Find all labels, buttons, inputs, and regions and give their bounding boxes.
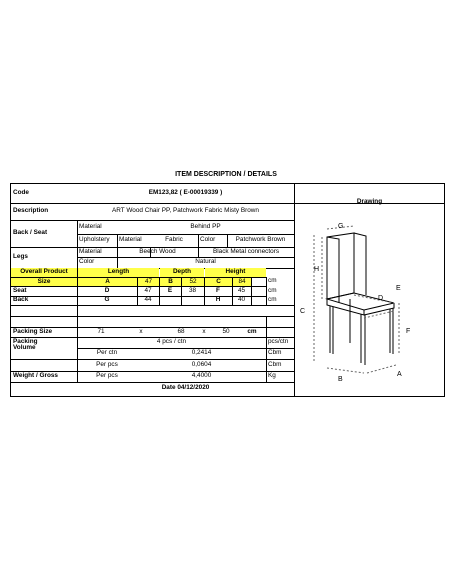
size-b-value: 52: [182, 278, 204, 286]
description-label: Description: [13, 207, 49, 215]
volume-per-ctn-unit: Cbm: [268, 349, 282, 357]
drawing-letter-f: F: [406, 328, 411, 335]
weight-label: Weight / Gross: [13, 372, 58, 380]
drawing-letter-h: H: [314, 266, 320, 273]
seat-d-value: 47: [144, 286, 152, 294]
packing-size-x1: x: [139, 327, 143, 335]
size-b-letter: B: [160, 278, 181, 286]
packing-label: Packing: [13, 338, 38, 346]
upholstery-color-value: Patchwork Brown: [235, 236, 286, 244]
drawing-letter-a: A: [397, 371, 402, 378]
upholstery-color-label: Color: [200, 236, 216, 244]
size-a-value: 47: [138, 278, 159, 286]
legs-color-label: Color: [79, 258, 95, 266]
height-label: Height: [205, 268, 266, 277]
back-g-value: 44: [144, 296, 152, 304]
size-c-value: 84: [233, 278, 251, 286]
volume-per-ctn-value: 0,2414: [191, 349, 212, 357]
legs-material-label: Material: [79, 247, 102, 255]
seat-label: Seat: [13, 286, 27, 294]
packing-size-length: 71: [97, 327, 105, 335]
size-a-letter: A: [78, 278, 137, 286]
weight-value: 4,4000: [191, 372, 212, 380]
packing-size-width: 68: [177, 327, 185, 335]
packing-unit: pcs/ctn: [268, 338, 289, 346]
volume-per-pcs-unit: Cbm: [268, 360, 282, 368]
back-seat-label: Back / Seat: [13, 229, 48, 237]
length-label: Length: [78, 268, 159, 277]
code-value: EM123,82 ( E-00019339 ): [148, 189, 223, 197]
code-label: Code: [13, 189, 29, 197]
packing-size-height: 50: [222, 327, 230, 335]
seat-f-value: 45: [237, 286, 246, 294]
legs-connectors: Black Metal connectors: [212, 247, 280, 255]
upholstery-material-label: Material: [119, 236, 142, 244]
drawing-letter-b: B: [338, 376, 343, 383]
size-unit: cm: [268, 277, 277, 285]
size-c-letter: C: [205, 278, 232, 286]
weight-unit: Kg: [268, 372, 276, 380]
chair-drawing: [294, 223, 444, 383]
packing-size-x2: x: [202, 327, 206, 335]
back-label: Back: [13, 296, 29, 304]
volume-per-ctn-label-row: Per ctn: [96, 349, 118, 357]
description-value: ART Wood Chair PP, Patchwork Fabric Misty Brown: [112, 207, 259, 215]
drawing-letter-e: E: [396, 285, 401, 292]
back-h-letter: H: [215, 296, 221, 304]
size-label: Size: [11, 278, 77, 286]
legs-material-value: Beech Wood: [139, 247, 176, 255]
packing-size-unit: cm: [247, 327, 257, 335]
packing-size-label: Packing Size: [13, 327, 53, 335]
volume-label: Volume: [13, 343, 36, 351]
upholstery-material-value: Fabric: [165, 236, 183, 244]
page-title: ITEM DESCRIPTION / DETAILS: [175, 171, 277, 178]
seat-d-letter: D: [104, 286, 110, 294]
date-label: Date 04/12/2020: [161, 384, 210, 392]
drawing-letter-c: C: [300, 308, 306, 315]
weight-per-pcs-label: Per pcs: [96, 372, 118, 380]
drawing-letter-d: D: [378, 295, 384, 302]
back-g-letter: G: [104, 296, 110, 304]
seat-f-letter: F: [216, 286, 220, 294]
volume-per-pcs-label: Per pcs: [96, 360, 118, 368]
back-seat-material-label: Material: [79, 222, 102, 230]
upholstery-label: Upholstery: [79, 236, 110, 244]
back-unit: cm: [268, 296, 277, 304]
back-h-value: 40: [237, 296, 246, 304]
seat-e-letter: E: [167, 286, 173, 294]
legs-label: Legs: [13, 253, 28, 261]
overall-product-label: Overall Product: [11, 268, 77, 277]
packing-value: 4 pcs / ctn: [156, 338, 187, 346]
back-seat-material-value: Behind PP: [190, 222, 221, 230]
seat-e-value: 38: [188, 286, 197, 294]
volume-per-pcs-value: 0,0604: [191, 360, 212, 368]
drawing-letter-g: G: [338, 223, 344, 230]
depth-label: Depth: [160, 268, 204, 277]
seat-unit: cm: [268, 286, 277, 294]
legs-color-value: Natural: [195, 258, 216, 266]
drawing-label: Drawing: [356, 197, 383, 205]
